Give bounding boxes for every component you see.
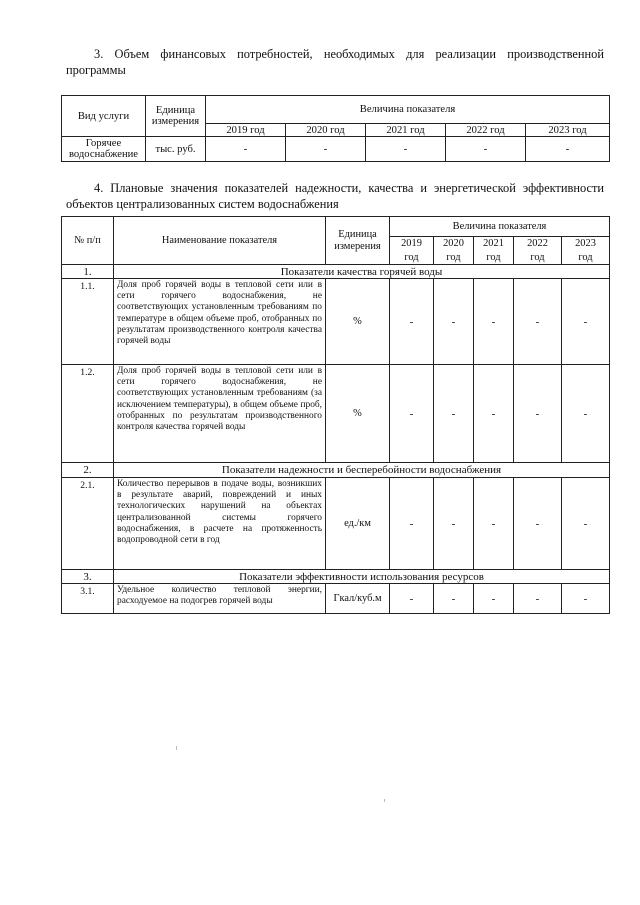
indicator-unit: Гкал/куб.м — [326, 584, 390, 614]
value-cell: - — [514, 279, 562, 365]
section-row — [62, 463, 610, 478]
section-3-heading: 3. Объем финансовых потребностей, необходимых для реализации производственной программы — [66, 47, 604, 77]
value-cell: - — [562, 279, 610, 365]
value-cell: - — [562, 584, 610, 614]
value-cell: - — [434, 478, 474, 570]
row-number: 1.2. — [62, 365, 114, 463]
indicator-name: Удельное количество тепловой энергии, расходуемое на подогрев горячей воды — [114, 584, 326, 614]
year-header: 2022 год — [446, 124, 526, 137]
row-number: 1.1. — [62, 279, 114, 365]
value-cell: - — [514, 584, 562, 614]
value-cell: - — [390, 478, 434, 570]
value-cell: - — [562, 478, 610, 570]
col-header-num: № п/п — [62, 217, 114, 265]
scan-speck — [384, 799, 385, 802]
value-cell: - — [434, 584, 474, 614]
section-number: 2. — [62, 463, 114, 478]
table-row — [62, 584, 610, 614]
year-unit: год — [514, 251, 562, 265]
year-header: 2023 год — [526, 124, 610, 137]
section-4-heading: 4. Плановые значения показателей надежности, качества и энергетической эффективности объектов централизованных систем водоснабжения — [66, 181, 604, 211]
year-unit: год — [474, 251, 514, 265]
year-header: 2020 — [434, 237, 474, 251]
value-cell: - — [562, 365, 610, 463]
indicator-unit: % — [326, 365, 390, 463]
value-cell: - — [474, 279, 514, 365]
value-cell: - — [446, 137, 526, 162]
scan-speck — [176, 746, 177, 750]
indicator-name: Доля проб горячей воды в тепловой сети или в сети горячего водоснабжения, не соответствующих установленным требованиям (за исключением температуры), в общем объеме проб, отобранных по результатам производственного контроля качества горячей воды — [114, 365, 326, 463]
value-cell: - — [474, 478, 514, 570]
col-header-unit: Единица измерения — [326, 217, 390, 265]
unit-cell: тыс. руб. — [146, 137, 206, 162]
table-row — [62, 365, 610, 463]
year-header: 2021 — [474, 237, 514, 251]
financial-needs-table — [61, 95, 610, 162]
col-header-value: Величина показателя — [206, 96, 610, 124]
section-number: 1. — [62, 265, 114, 279]
section-title: Показатели эффективности использования ресурсов — [114, 570, 610, 584]
section-title: Показатели надежности и бесперебойности водоснабжения — [114, 463, 610, 478]
row-number: 2.1. — [62, 478, 114, 570]
indicator-name: Доля проб горячей воды в тепловой сети или в сети горячего водоснабжения, не соответствующих установленным требованиям по температуре в общем объеме проб, отобранных по результатам производственного контроля качества горячей воды — [114, 279, 326, 365]
section-row — [62, 265, 610, 279]
table-row — [62, 137, 610, 162]
table-row — [62, 478, 610, 570]
value-cell: - — [390, 584, 434, 614]
year-header: 2019 год — [206, 124, 286, 137]
value-cell: - — [366, 137, 446, 162]
indicator-unit: % — [326, 279, 390, 365]
value-cell: - — [434, 365, 474, 463]
year-unit: год — [434, 251, 474, 265]
value-cell: - — [526, 137, 610, 162]
indicators-table — [61, 216, 610, 614]
indicator-name: Количество перерывов в подаче воды, возникших в результате аварий, повреждений и иных технологических нарушений на объектах централизованной системы горячего водоснабжения, в расчете на протяженность водопроводной сети в год — [114, 478, 326, 570]
service-cell: Горячее водоснабжение — [62, 137, 146, 162]
value-cell: - — [514, 365, 562, 463]
year-header: 2023 — [562, 237, 610, 251]
year-header: 2020 год — [286, 124, 366, 137]
section-row — [62, 570, 610, 584]
col-header-service: Вид услуги — [62, 96, 146, 137]
year-header: 2022 — [514, 237, 562, 251]
value-cell: - — [390, 279, 434, 365]
value-cell: - — [434, 279, 474, 365]
col-header-unit: Единица измерения — [146, 96, 206, 137]
table-row — [62, 279, 610, 365]
value-cell: - — [390, 365, 434, 463]
value-cell: - — [206, 137, 286, 162]
section-number: 3. — [62, 570, 114, 584]
section-title: Показатели качества горячей воды — [114, 265, 610, 279]
year-unit: год — [562, 251, 610, 265]
year-header: 2019 — [390, 237, 434, 251]
value-cell: - — [514, 478, 562, 570]
col-header-value: Величина показателя — [390, 217, 610, 237]
indicator-unit: ед./км — [326, 478, 390, 570]
row-number: 3.1. — [62, 584, 114, 614]
year-unit: год — [390, 251, 434, 265]
value-cell: - — [474, 584, 514, 614]
col-header-name: Наименование показателя — [114, 217, 326, 265]
value-cell: - — [474, 365, 514, 463]
value-cell: - — [286, 137, 366, 162]
year-header: 2021 год — [366, 124, 446, 137]
